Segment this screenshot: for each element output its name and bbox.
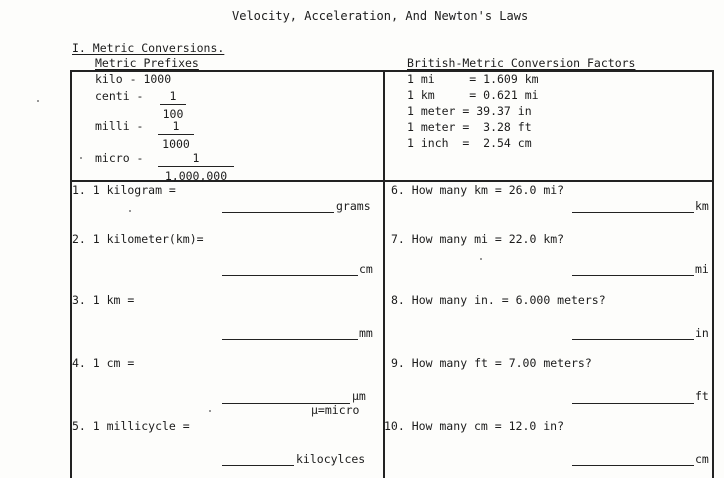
page-title: Velocity, Acceleration, And Newton's Laws <box>232 9 529 23</box>
milli-numerator: 1 <box>172 119 180 133</box>
table-right-border <box>712 70 714 478</box>
factor-row: 1 mi = 1.609 km <box>407 72 539 86</box>
unit-1: grams <box>336 199 371 213</box>
question-10: 10. How many cm = 12.0 in? <box>384 419 565 433</box>
question-9: 9. How many ft = 7.00 meters? <box>391 356 592 370</box>
scan-speck <box>209 410 211 412</box>
centi-denominator: 100 <box>162 107 184 122</box>
question-3: 3. 1 km = <box>72 293 135 307</box>
micro-note: μ=micro <box>311 403 360 417</box>
micro-denominator: 1,000,000 <box>164 169 228 184</box>
unit-10: cm <box>695 452 709 466</box>
prefix-centi-fraction <box>160 89 186 121</box>
unit-3: mm <box>359 326 373 340</box>
unit-8: in <box>695 326 709 340</box>
answer-blank-6[interactable] <box>572 212 694 213</box>
answer-blank-5[interactable] <box>222 465 294 466</box>
answer-blank-2[interactable] <box>222 275 358 276</box>
milli-fraction-bar <box>158 134 194 135</box>
centi-numerator: 1 <box>169 89 177 103</box>
answer-blank-7[interactable] <box>572 275 694 276</box>
metric-prefixes-heading: Metric Prefixes <box>95 56 199 70</box>
prefix-kilo: kilo - 1000 <box>95 72 172 86</box>
answer-blank-8[interactable] <box>572 339 694 340</box>
scan-speck <box>37 100 39 102</box>
factor-row: 1 inch = 2.54 cm <box>407 136 532 150</box>
prefix-micro-fraction <box>158 151 234 183</box>
factor-row: 1 meter = 3.28 ft <box>407 120 532 134</box>
scan-speck <box>129 210 131 212</box>
section-heading: I. Metric Conversions. <box>72 41 225 55</box>
centi-fraction-bar <box>160 104 186 105</box>
answer-blank-10[interactable] <box>572 465 694 466</box>
question-4: 4. 1 cm = <box>72 356 135 370</box>
factor-row: 1 km = 0.621 mi <box>407 88 539 102</box>
question-6: 6. How many km = 26.0 mi? <box>391 183 565 197</box>
table-left-border <box>70 70 72 478</box>
unit-5: kilocylces <box>296 452 366 466</box>
unit-7: mi <box>695 262 709 276</box>
table-center-border <box>383 70 385 478</box>
unit-4: μm <box>352 389 366 403</box>
scan-speck <box>80 157 82 159</box>
prefix-milli-label: milli - <box>95 119 144 133</box>
unit-2: cm <box>359 262 373 276</box>
unit-6: km <box>695 199 709 213</box>
prefix-micro-label: micro - <box>95 151 144 165</box>
question-2: 2. 1 kilometer(km)= <box>72 232 204 246</box>
factor-row: 1 meter = 39.37 in <box>407 104 532 118</box>
question-8: 8. How many in. = 6.000 meters? <box>391 293 606 307</box>
scan-speck <box>480 258 482 260</box>
unit-9: ft <box>695 389 709 403</box>
milli-denominator: 1000 <box>162 137 190 152</box>
question-5: 5. 1 millicycle = <box>72 419 190 433</box>
prefix-milli-fraction <box>158 119 194 151</box>
prefix-centi-label: centi - <box>95 89 144 103</box>
question-7: 7. How many mi = 22.0 km? <box>391 232 565 246</box>
question-1: 1. 1 kilogram = <box>72 183 176 197</box>
micro-numerator: 1 <box>192 151 200 165</box>
micro-fraction-bar <box>158 166 234 167</box>
answer-blank-3[interactable] <box>222 339 358 340</box>
answer-blank-9[interactable] <box>572 403 694 404</box>
conversion-factors-heading: British-Metric Conversion Factors <box>407 56 636 70</box>
answer-blank-1[interactable] <box>222 212 334 213</box>
